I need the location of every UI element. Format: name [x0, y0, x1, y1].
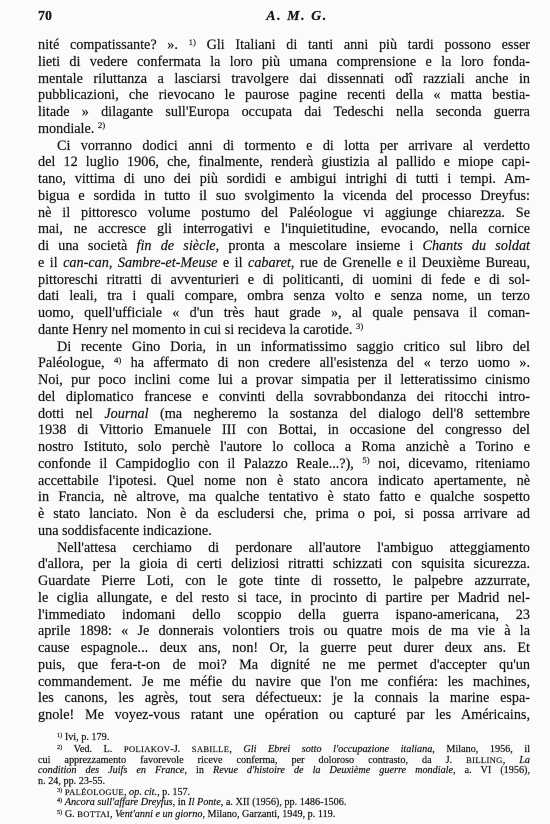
text-run: , Milano, 1956, il — [432, 743, 531, 755]
text-run: dante Henry nel momento in cui si recideva la carotide. — [38, 321, 356, 338]
text-line: del diplomatico francese e convinti della sovrabbondanza dei ritocchi intro- — [38, 388, 530, 405]
text-run: mondiale. — [38, 120, 98, 137]
text-run: , — [123, 787, 130, 799]
footnote-ref: 1) — [188, 36, 196, 47]
text-line: 1938 di Vittorio Emanuele III con Bottai, in occasione del congresso del — [38, 422, 530, 439]
italic-text: Ancora sull'affare Dreyfus — [64, 797, 173, 809]
text-run: Ved. L. — [62, 743, 124, 755]
footnote-ref: 4) — [57, 797, 63, 805]
footnote-line — [38, 744, 530, 755]
footnote-line — [38, 809, 530, 820]
italic-text: Sambre-et-Meuse — [117, 254, 218, 271]
text-run: nité compatissante? ». — [38, 37, 189, 53]
text-line: tano, vittima di uno dei più sordidi e ambigui intrighi di tutti i tempi. Am- — [38, 171, 530, 187]
footnote-ref: 5) — [57, 809, 63, 817]
text-line: Guardate Pierre Loti, con le gote tinte di rossetto, le palpebre azzurrate, — [38, 573, 530, 589]
text-run: ha affermato di non credere all'esistenza del « terzo uomo ». — [121, 355, 530, 372]
text-run: -J. — [170, 743, 192, 755]
text-run: cui apprezzamento favorevole riceve conferma, per doloroso contrasto, da J. — [38, 754, 467, 766]
text-line: Di recente Gino Doria, in un informatissimo saggio critico sul libro del — [57, 338, 530, 355]
author-name: PALÉOLOGUE — [64, 787, 124, 798]
text-run: dotti nel — [38, 405, 105, 422]
italic-text: Chants du soldat — [422, 238, 530, 254]
italic-text: Vent'anni e un giorno — [115, 809, 203, 821]
text-run: , — [108, 254, 118, 271]
text-run: Ivi, p. 179. — [62, 732, 110, 743]
text-line — [38, 37, 530, 54]
italic-text: fin de siècle — [136, 238, 216, 254]
text-run: , p. 157. — [157, 787, 191, 799]
footnote — [38, 733, 530, 744]
running-head: A. M. G. — [266, 9, 328, 24]
text-run: (ma negheremo la sostanza del dialogo dell'8 settembre — [148, 405, 530, 422]
text-line — [38, 456, 530, 473]
text-line: una soddisfacente indicazione. — [38, 522, 212, 539]
text-run: , in — [172, 797, 189, 809]
text-run: Gli Italiani di tanti anni più tardi possono esser — [195, 37, 530, 53]
author-name: POLIAKOV — [123, 743, 171, 754]
page-number: 70 — [38, 9, 52, 24]
footnote-ref: 1) — [57, 731, 63, 739]
text-run: , Milano, Garzanti, 1949, p. 119. — [202, 809, 336, 821]
text-run: , rue de Grenelle e il Deuxième Bureau, — [290, 254, 531, 271]
footnote-ref: 2) — [97, 120, 106, 131]
paragraph — [38, 37, 530, 138]
text-line: commandement. Je me méfie du navire que l'on me confiéra: les machines, — [38, 673, 530, 690]
author-name: BOTTAI — [77, 809, 110, 820]
italic-text: can-can — [63, 254, 109, 271]
text-run: e il — [38, 254, 64, 271]
text-run: , a. VI (1956), — [453, 764, 530, 776]
text-line: Nell'attesa cerchiamo di perdonare all'autore l'ambiguo atteggiamento — [57, 539, 530, 556]
text-line: litade » dilagante sull'Europa occupata dai Tedeschi nella seconda guerra — [38, 104, 530, 120]
text-line — [38, 121, 530, 138]
text-run: , a. XII (1956), pp. 1486-1506. — [220, 797, 347, 809]
text-run: , — [109, 809, 116, 821]
text-line: aprile 1898: « Je donnerais volontiers trois ou quatre mois de ma vie à la — [38, 623, 530, 640]
text-line: lieti di vedere confermata la loro più umana comprensione e la loro fonda- — [38, 53, 530, 70]
footnote — [38, 798, 530, 809]
text-line: Ci vorranno dodici anni di tormento e di lotta per arrivare al verdetto — [57, 137, 530, 154]
text-run: di una società — [38, 238, 137, 254]
text-line: cause espagnole... deux ans, non! Or, la guerre peut durer deux ans. Et — [38, 640, 530, 656]
text-line: dati leali, tra i quali compare, ombra senza volto e senza nome, un terzo — [38, 288, 530, 305]
italic-text: op. cit. — [129, 787, 158, 799]
text-line: bigua e sordida in tutto il suo svolgimento la vicenda del processo Dreyfus: — [38, 187, 530, 204]
text-line: les canons, les agrès, tout sera défectueux: je la connais la marine espa- — [38, 690, 530, 707]
text-run: noi, dicevamo, riteniamo — [369, 455, 530, 472]
footnote — [38, 809, 530, 820]
text-line: Noi, pur poco inclini come lui a provar simpatia per il letteratissimo cinismo — [38, 372, 530, 388]
footnote-line — [38, 766, 530, 777]
paragraph — [38, 138, 530, 339]
italic-text: Il Ponte — [188, 797, 221, 809]
text-line: pittoreschi ritratti di avventurieri e di politicanti, di uomini di fede e di sol- — [38, 271, 530, 288]
text-line — [38, 355, 530, 372]
footnote-line — [38, 733, 530, 744]
footnote-ref: 4) — [113, 354, 122, 365]
footnote-ref: 5) — [362, 455, 370, 466]
text-line: d'allora, per la gioia di certi deliziosi ritratti schizzati con squisita sicurezza. — [38, 556, 530, 573]
text-run: G. — [62, 809, 78, 821]
text-line: accettabile l'ipotesi. Quel nome non è stato ancora indicato apertamente, nè — [38, 472, 530, 489]
text-line: gnole! Me voyez-vous ratant une opération ou capturé par les Américains, — [38, 707, 530, 723]
footnotes — [38, 733, 530, 820]
text-line — [38, 406, 530, 423]
text-line: mentale riluttanza a lasciarsi travolgere dai dissennati odî razziali anche in — [38, 70, 530, 87]
paragraph — [38, 339, 530, 540]
footnote-ref: 2) — [57, 743, 63, 751]
text-line: mai, ne accresce gli interrogativi e l'inquietitudine, evocando, nella cornice — [38, 221, 530, 238]
text-run: , pronta a mescolare insieme i — [215, 238, 423, 254]
italic-text: La — [519, 754, 531, 766]
footnote-line — [38, 798, 530, 809]
text-line: nè il pittoresco volume postumo del Paléologue vi aggiunge chiarezza. Se — [38, 204, 530, 221]
italic-text: cabaret — [248, 254, 291, 271]
italic-text: Revue d'histoire de la Deuxième guerre mondiale — [212, 764, 454, 776]
text-line: l'immediato indomani dello scoppio della guerra ispano-americana, 23 — [38, 606, 530, 623]
text-line: del 12 luglio 1906, che, finalmente, renderà giustizia al pallido e miope capi- — [38, 154, 530, 171]
body-text — [38, 37, 530, 724]
paragraph — [38, 540, 530, 724]
text-line — [38, 238, 530, 255]
text-line: nostro Istituto, solo perchè l'autore lo colloca a Roma anzichè a Torino e — [38, 439, 530, 455]
text-run: , — [229, 743, 244, 755]
footnote — [38, 744, 530, 788]
footnote-ref: 3) — [57, 787, 63, 795]
footnote-line: n. 24, pp. 23-55. — [38, 775, 106, 787]
text-line: pubblicazioni, che rievocano le paurose pagine recenti della « matta bestia- — [38, 87, 530, 104]
italic-text: Journal — [104, 405, 149, 422]
text-line: le ciglia allungate, e del resto si tace, in procinto di partire per Madrid nel- — [38, 589, 530, 606]
author-name: SABILLE — [191, 743, 230, 754]
text-line: puis, que fera-t-on de moi? Ma dignité ne me permet d'accepter qu'un — [38, 656, 530, 673]
text-run: e il — [217, 254, 249, 271]
text-line — [38, 255, 530, 272]
text-run: , — [502, 754, 520, 766]
text-run: confonde il Campidoglio con il Palazzo Reale...?), — [38, 455, 363, 472]
text-run: Paléologue, — [38, 355, 114, 372]
author-name: BILLING — [466, 754, 503, 765]
text-line: uomo, quell'ufficiale « d'un très haut grade », al quale pensava il coman- — [38, 305, 530, 321]
italic-text: condition des Juifs en France — [38, 764, 185, 776]
footnote-ref: 3) — [355, 321, 364, 332]
text-line — [38, 322, 530, 339]
text-line: in Francia, nè altrove, ma qualche tentativo è stato fatto e qualche sospetto — [38, 489, 530, 506]
text-line: è stato lanciato. Non è da escludersi che, prima o poi, si possa arrivare ad — [38, 506, 530, 522]
text-run: , in — [184, 764, 213, 776]
italic-text: Gli Ebrei sotto l'occupazione italiana — [243, 743, 433, 755]
